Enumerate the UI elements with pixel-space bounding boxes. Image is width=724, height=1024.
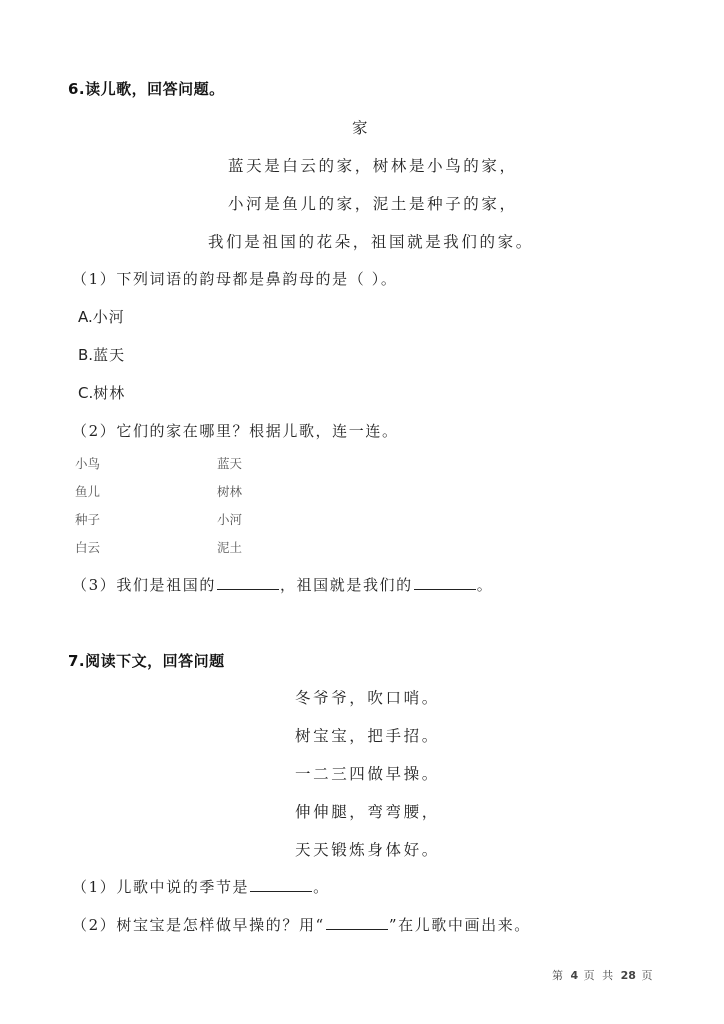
sub-question-text: 。 — [313, 878, 330, 896]
question-7-heading: 7.阅读下文，回答问题 — [68, 652, 225, 670]
question-6-heading: 6.读儿歌，回答问题。 — [68, 80, 225, 98]
match-left-item[interactable]: 小鸟 — [75, 456, 101, 471]
footer-text: 页 — [641, 969, 655, 982]
answer-blank[interactable] — [414, 575, 476, 590]
footer-text: 页 共 — [583, 969, 616, 982]
sub-question-2-prompt: （2）它们的家在哪里？根据儿歌，连一连。 — [72, 422, 399, 440]
option-letter: C. — [78, 384, 94, 402]
poem-line: 蓝天是白云的家，树林是小鸟的家， — [228, 157, 518, 175]
page-number: 4 — [570, 969, 579, 982]
poem-line: 树宝宝，把手招。 — [295, 727, 440, 745]
option-text: 蓝天 — [93, 346, 126, 364]
underline-sample — [326, 915, 388, 930]
match-right-item[interactable]: 小河 — [217, 512, 243, 527]
option-text: 树林 — [93, 384, 126, 402]
poem-title: 家 — [352, 119, 371, 137]
option-c[interactable] — [78, 382, 125, 403]
match-right-item[interactable]: 泥土 — [217, 540, 243, 555]
option-a[interactable] — [78, 306, 125, 327]
answer-blank[interactable] — [217, 575, 279, 590]
match-right-item[interactable]: 树林 — [217, 484, 243, 499]
sub-question-3-text: ，祖国就是我们的 — [279, 576, 413, 594]
q7-sub-question-2 — [72, 914, 531, 935]
match-left-item[interactable]: 白云 — [75, 540, 101, 555]
match-right-item[interactable]: 蓝天 — [217, 456, 243, 471]
sub-question-text: （1）儿歌中说的季节是 — [72, 878, 250, 896]
poem-line: 一二三四做早操。 — [295, 765, 440, 783]
sub-question-1-prompt: （1）下列词语的韵母都是鼻韵母的是（ ）。 — [72, 270, 398, 288]
option-letter: B. — [78, 346, 94, 364]
poem-line: 伸伸腿，弯弯腰， — [295, 803, 440, 821]
sub-question-text: （2）树宝宝是怎样做早操的？用“ — [72, 916, 325, 934]
answer-blank[interactable] — [250, 877, 312, 892]
sub-question-3-text: 。 — [476, 576, 494, 594]
match-left-item[interactable]: 种子 — [75, 512, 101, 527]
q7-sub-question-1 — [72, 876, 330, 897]
sub-question-3-text: （3）我们是祖国的 — [72, 576, 216, 594]
match-left-item[interactable]: 鱼儿 — [75, 484, 101, 499]
option-b[interactable] — [78, 344, 125, 365]
poem-line: 小河是鱼儿的家，泥土是种子的家， — [228, 195, 518, 213]
poem-line: 冬爷爷，吹口哨。 — [295, 689, 440, 707]
poem-line: 天天锻炼身体好。 — [295, 841, 440, 859]
total-pages: 28 — [620, 969, 636, 982]
footer-text: 第 — [552, 969, 565, 982]
page-footer — [552, 967, 654, 983]
option-letter: A. — [78, 308, 93, 326]
sub-question-text: ”在儿歌中画出来。 — [388, 916, 531, 934]
option-text: 小河 — [92, 308, 125, 326]
poem-line: 我们是祖国的花朵，祖国就是我们的家。 — [208, 233, 534, 251]
sub-question-3 — [72, 574, 493, 595]
